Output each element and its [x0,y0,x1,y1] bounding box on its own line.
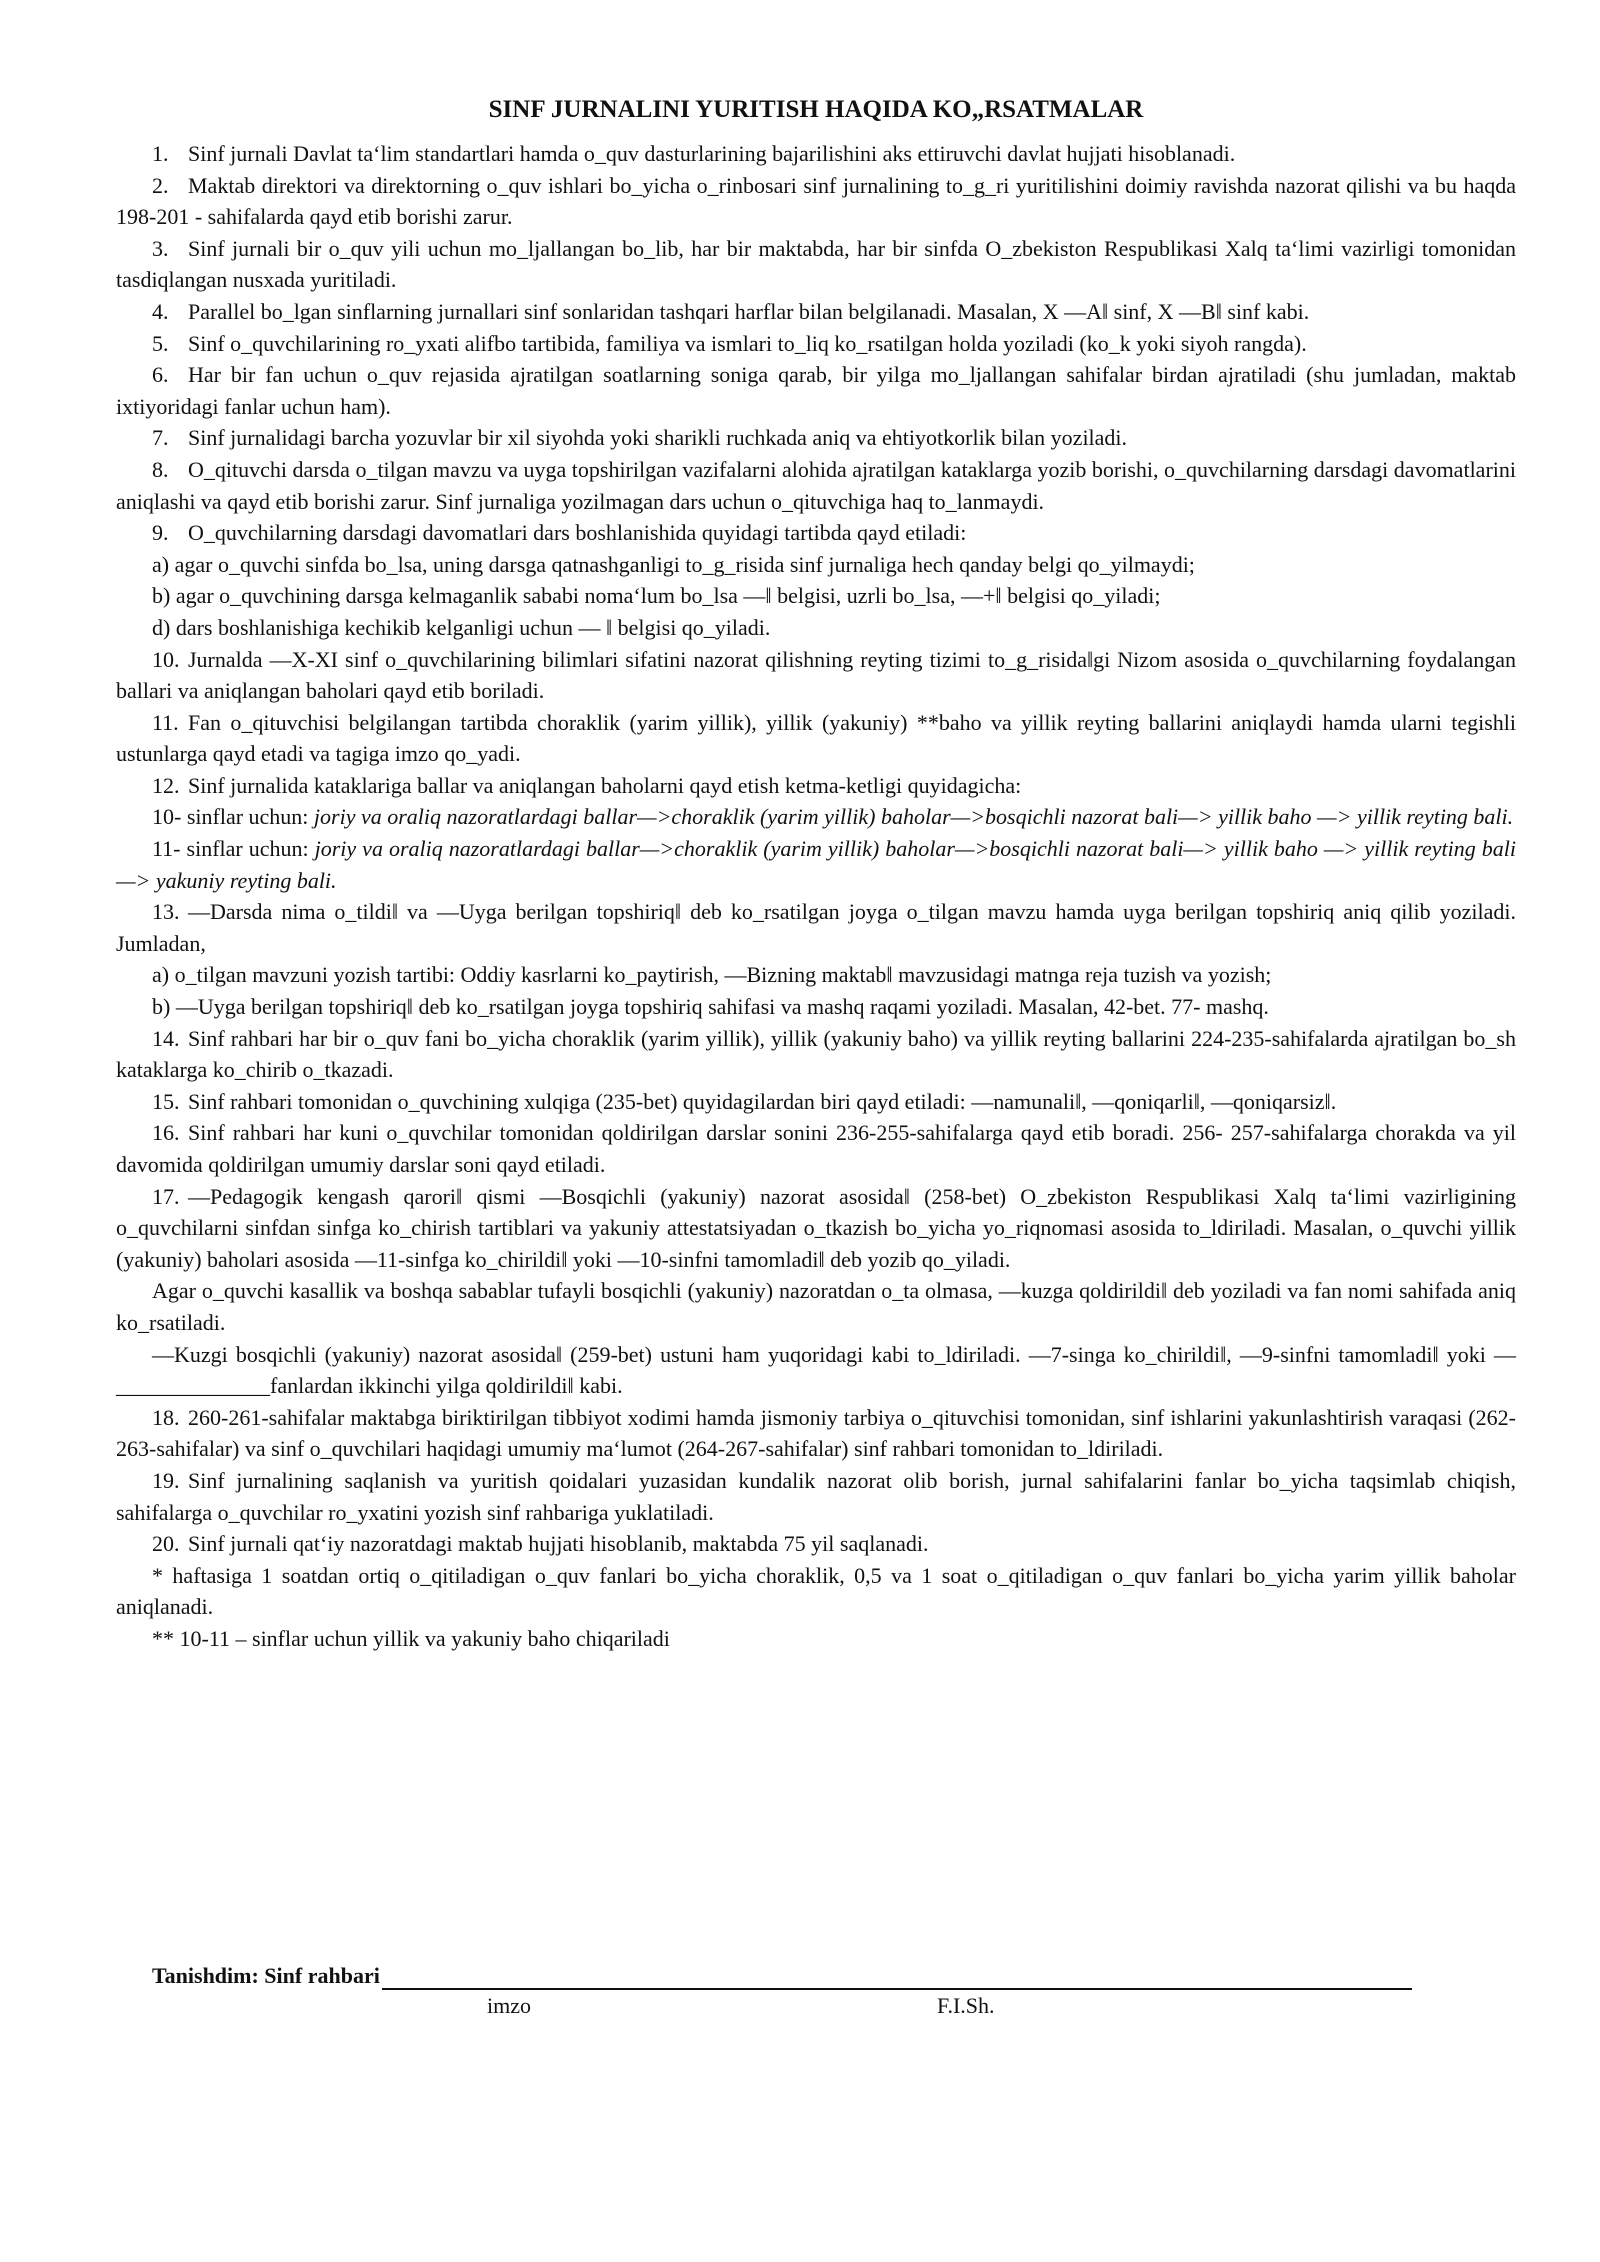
list-item [116,454,1516,517]
item-number: 13. [152,899,180,925]
document-page [116,92,1516,1655]
signature-block [152,1962,1412,2022]
item-number: 8. [152,456,169,482]
list-item [116,296,1516,328]
item-text: Jurnalda ―X-XI sinf o_quvchilarining bilimlari sifatini nazorat qilishning reyting tizimi to_g_risida‖gi Nizom asosida o_quvchilarning foydalangan ballari va aniqlangan baholari qayd etib boriladi. [116,646,1516,704]
sequence-line [116,801,1516,833]
list-item [116,1528,1516,1560]
paragraph: Agar o_quvchi kasallik va boshqa sabablar tufayli bosqichli (yakuniy) nazoratdan o_ta olmasa, ―kuzga qoldirildi‖ deb yoziladi va fan nomi sahifada aniq ko_rsatiladi. [116,1278,1516,1335]
sequence-line [116,833,1516,896]
sequence-text: joriy va oraliq nazoratlardagi ballar—>choraklik (yarim yillik) baholar—>bosqichli nazorat bali—> yillik baho —> yillik reyting bali —> yakuniy reyting bali. [116,836,1516,893]
item-number: 1. [152,141,169,166]
list-item [116,1181,1516,1276]
signature-label: Tanishdim: Sinf rahbari [152,1963,380,1988]
item-text: Maktab direktori va direktorning o_quv ishlari bo_yicha o_rinbosari sinf jurnalining to_g_ri yuritilishini doimiy ravishda nazorat qilishi va bu haqda 198-201 - sahifalarda qayd etib borishi zarur. [116,172,1516,230]
item-text: Har bir fan uchun o_quv rejasida ajratilgan soatlarning soniga qarab, bir yilga mo_ljallangan sahifalar birdan ajratiladi (shu jumladan, maktab ixtiyoridagi fanlar uchun ham). [116,362,1516,419]
sequence-text: joriy va oraliq nazoratlardagi ballar—>choraklik (yarim yillik) baholar—>bosqichli nazorat bali—> yillik baho —> yillik reyting bali. [313,804,1514,830]
item-number: 5. [152,330,169,356]
item-number: 2. [152,172,169,198]
item-number: 10. [152,646,180,672]
item-number: 19. [152,1467,180,1493]
item-text: Parallel bo_lgan sinflarning jurnallari sinf sonlaridan tashqari harflar bilan belgilanadi. Masalan, X ―A‖ sinf, X ―B‖ sinf kabi. [188,298,1310,324]
grade-lead: 11- [152,836,181,862]
item-number: 15. [152,1088,180,1114]
item-number: 20. [152,1531,180,1557]
item-number: 6. [152,362,169,388]
sub-item: b) agar o_quvchining darsga kelmaganlik sababi noma‘lum bo_lsa ―‖ belgisi, uzrli bo_lsa, ―+‖ belgisi qo_yiladi; [152,583,1161,609]
signature-line [382,1966,1412,1990]
list-item [116,328,1516,360]
list-item [116,1023,1516,1086]
sub-item: a) agar o_quvchi sinfda bo_lsa, uning darsga qatnashganligi to_g_risida sinf jurnaliga hech qanday belgi qo_yilmaydi; [152,551,1195,577]
item-number: 3. [152,235,169,261]
sequence-intro: sinflar uchun: [180,836,315,862]
item-number: 7. [152,425,169,451]
sub-item: d) dars boshlanishiga kechikib kelganligi uchun ― ‖ belgisi qo_yiladi. [152,614,771,640]
list-item [116,770,1516,802]
grade-lead: 10- [152,804,182,830]
list-item [116,1402,1516,1465]
item-number: 9. [152,520,169,546]
item-text: ―Darsda nima o_tildi‖ va ―Uyga berilgan topshiriq‖ deb ko_rsatilgan joyga o_tilgan mavzu hamda uyga berilgan topshiriq aniq qilib yoziladi. Jumladan, [116,899,1516,956]
signature-captions [152,1992,1412,2022]
list-item [116,644,1516,707]
footnote: * haftasiga 1 soatdan ortiq o_qitiladigan o_quv fanlari bo_yicha choraklik, 0,5 va 1 soat o_qitiladigan o_quv fanlari bo_yicha yarim yillik baholar aniqlanadi. [116,1562,1516,1620]
item-number: 12. [152,772,180,798]
list-item [116,1465,1516,1528]
paragraph: ―Kuzgi bosqichli (yakuniy) nazorat asosida‖ (259-bet) ustuni ham yuqoridagi kabi to_ldiriladi. ―7-singa ko_chirildi‖, ―9-sinfni tamomladi‖ yoki ― ______________fanlardan ikkinchi yilga qoldirildi‖ kabi. [116,1341,1516,1399]
item-number: 17. [152,1183,180,1209]
list-item [116,517,1516,549]
list-item [116,896,1516,959]
item-number: 4. [152,298,169,324]
list-item [116,1086,1516,1118]
item-text: Sinf rahbari har bir o_quv fani bo_yicha choraklik (yarim yillik), yillik (yakuniy baho) va yillik reyting ballarini 224-235-sahifalarda ajratilgan bo_sh kataklarga ko_chirib o_tkazadi. [116,1025,1516,1083]
item-text: O_qituvchi darsda o_tilgan mavzu va uyga topshirilgan vazifalarni alohida ajratilgan kataklarga yozib borishi, o_quvchilarning darsdagi davomatlarini aniqlashi va qayd etib borishi zarur. Sinf jurnaliga yozilmagan dars uchun o_qituvchiga haq to_lanmaydi. [116,456,1516,514]
list-item [116,422,1516,454]
signature-row [152,1962,1412,1990]
item-text: Sinf jurnalida kataklariga ballar va aniqlangan baholarni qayd etish ketma-ketligi quyidagicha: [188,772,1022,798]
item-text: 260-261-sahifalar maktabga biriktirilgan tibbiyot xodimi hamda jismoniy tarbiya o_qituvchisi tomonidan, sinf ishlarini yakunlashtirish varaqasi (262-263-sahifalar) va sinf o_quvchilari haqidagi umumiy ma‘lumot (264-267-sahifalar) sinf rahbari tomonidan to_ldiriladi. [116,1404,1516,1462]
item-number: 11. [152,709,179,735]
footnote: ** 10-11 – sinflar uchun yillik va yakuniy baho chiqariladi [152,1625,670,1651]
document-title: SINF JURNALINI YURITISH HAQIDA KO„RSATMALAR [488,96,1144,123]
signature-caption-sign: imzo [487,1993,531,2018]
list-item [116,1117,1516,1180]
item-number: 16. [152,1120,180,1146]
item-text: Sinf jurnali Davlat ta‘lim standartlari hamda o_quv dasturlarining bajarilishini aks ettiruvchi davlat hujjati hisoblanadi. [188,141,1236,166]
item-text: Sinf rahbari tomonidan o_quvchining xulqiga (235-bet) quyidagilardan biri qayd etiladi: ―namunali‖, ―qoniqarli‖, ―qoniqarsiz‖. [188,1088,1337,1114]
item-text: Sinf jurnali qat‘iy nazoratdagi maktab hujjati hisoblanib, maktabda 75 yil saqlanadi. [188,1531,929,1557]
list-item [116,707,1516,770]
list-item [116,233,1516,296]
item-text: Sinf jurnali bir o_quv yili uchun mo_ljallangan bo_lib, har bir maktabda, har bir sinfda O_zbekiston Respublikasi Xalq ta‘limi vazirligi tomonidan tasdiqlangan nusxada yuritiladi. [116,235,1516,293]
list-item [116,359,1516,422]
item-text: Sinf o_quvchilarining ro_yxati alifbo tartibida, familiya va ismlari to_liq ko_rsatilgan holda yoziladi (ko_k yoki siyoh rangda). [188,330,1307,356]
item-text: O_quvchilarning darsdagi davomatlari dars boshlanishida quyidagi tartibda qayd etiladi: [188,520,967,546]
list-item [116,170,1516,233]
item-text: Sinf jurnalidagi barcha yozuvlar bir xil siyohda yoki sharikli ruchkada aniq va ehtiyotkorlik bilan yoziladi. [188,425,1128,451]
item-text: ―Pedagogik kengash qarori‖ qismi ―Bosqichli (yakuniy) nazorat asosida‖ (258-bet) O_zbekiston Respublikasi Xalq ta‘limi vazirligining o_quvchilarni sinfdan sinfga ko_chirish tartiblari va yakuniy attestatsiyadan o_tkazish bo_yicha yo_riqnomasi asosida to_ldiriladi. Masalan, o_quvchi yillik (yakuniy) baholari asosida ―11-sinfga ko_chirildi‖ yoki ―10-sinfni tamomladi‖ deb yozib qo_yiladi. [116,1183,1516,1272]
sequence-intro: sinflar uchun: [181,804,314,830]
item-text: Sinf jurnalining saqlanish va yuritish qoidalari yuzasidan kundalik nazorat olib borish, jurnal sahifalarini fanlar bo_yicha taqsimlab chiqish, sahifalarga o_quvchilar ro_yxatini yozish sinf rahbariga yuklatiladi. [116,1467,1516,1525]
item-number: 18. [152,1404,180,1430]
sub-item: b) ―Uyga berilgan topshiriq‖ deb ko_rsatilgan joyga topshiriq sahifasi va mashq raqami yoziladi. Masalan, 42-bet. 77- mashq. [152,994,1269,1020]
list-item [116,138,1516,170]
signature-caption-name: F.I.Sh. [937,1993,995,2018]
item-text: Fan o_qituvchisi belgilangan tartibda choraklik (yarim yillik), yillik (yakuniy) **baho va yillik reyting ballarini aniqlaydi hamda ularni tegishli ustunlarga qayd etadi va tagiga imzo qo_yadi. [116,709,1516,767]
item-text: Sinf rahbari har kuni o_quvchilar tomonidan qoldirilgan darslar sonini 236-255-sahifalarga qayd etib boradi. 256- 257-sahifalarga chorakda va yil davomida qoldirilgan umumiy darslar soni qayd etiladi. [116,1120,1516,1177]
sub-item: a) o_tilgan mavzuni yozish tartibi: Oddiy kasrlarni ko_paytirish, ―Bizning maktab‖ mavzusidagi matnga reja tuzish va yozish; [152,962,1272,988]
item-number: 14. [152,1025,180,1051]
